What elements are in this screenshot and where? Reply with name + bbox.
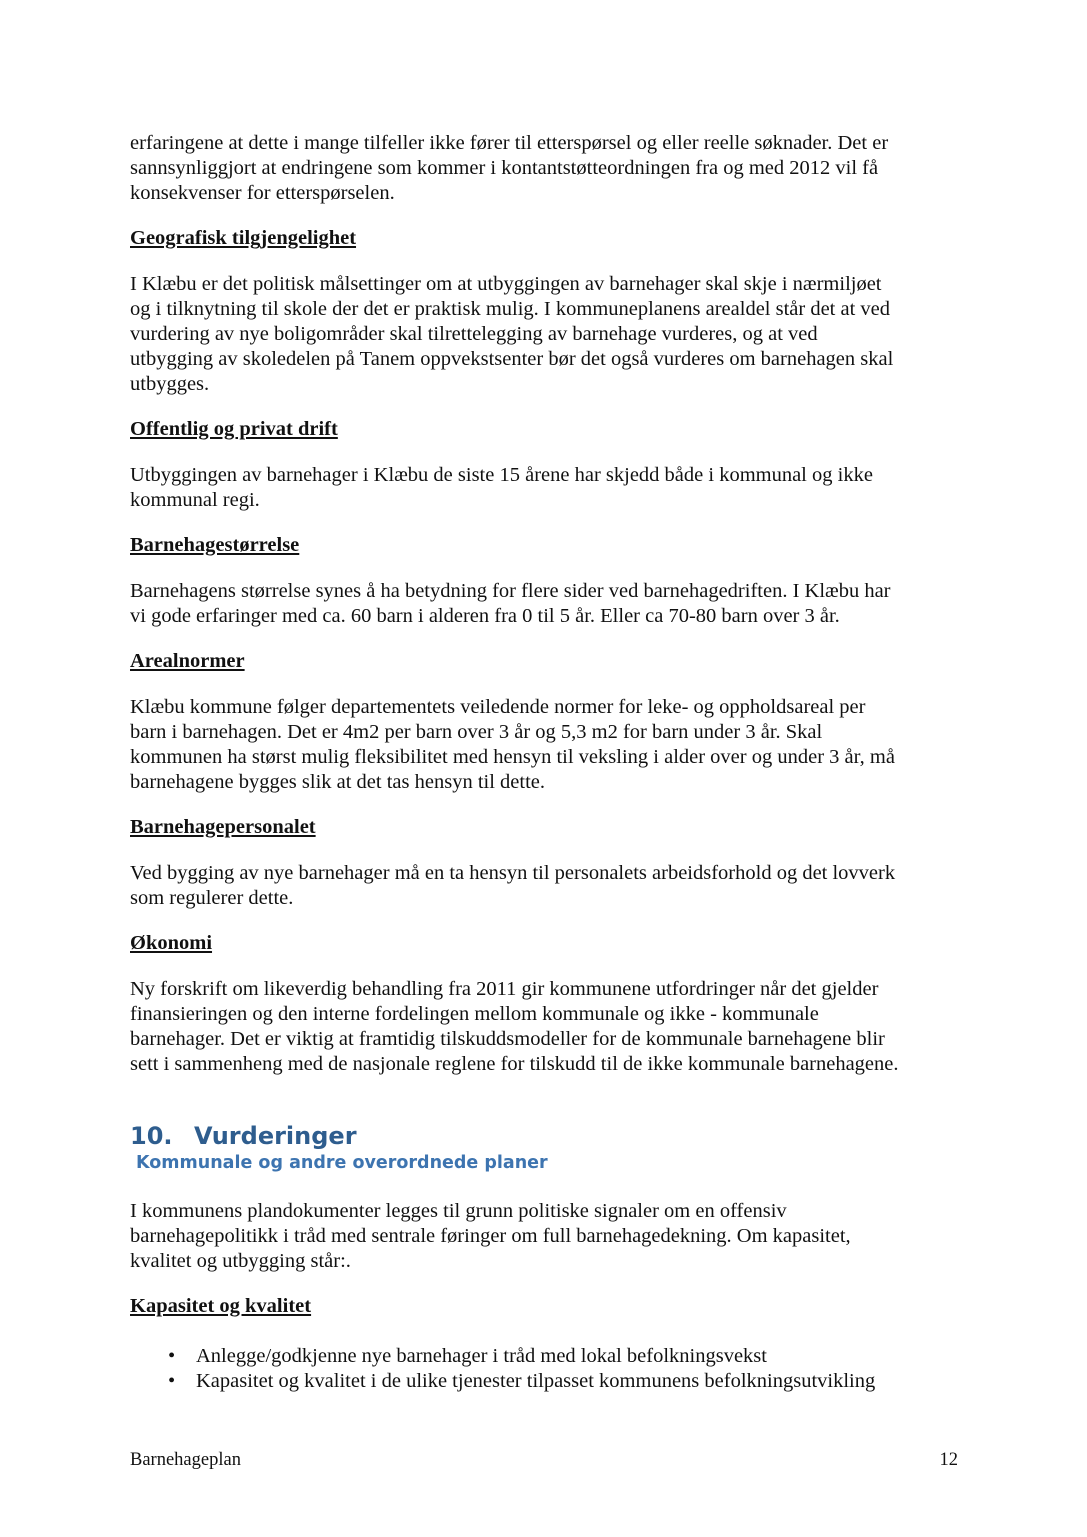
intro-paragraph — [130, 131, 960, 206]
page-footer — [130, 1448, 958, 1472]
chapter-intro-paragraph — [130, 1199, 960, 1274]
paragraph-geografisk-tilgjengelighet — [130, 272, 960, 397]
bullet-icon: • — [168, 1370, 176, 1392]
text-line: Barnehagens størrelse synes å ha betydning for flere sider ved barnehagedriften. I Klæbu har — [130, 580, 891, 602]
text-line: og i tilknytning til skole der det er praktisk mulig. I kommuneplanens arealdel står det at ved — [130, 298, 891, 320]
text-line: sannsynliggjort at endringene som kommer i kontantstøtteordningen fra og med 2012 vil få — [130, 157, 879, 179]
text-line: Utbyggingen av barnehager i Klæbu de siste 15 årene har skjedd både i kommunal og ikke — [130, 464, 873, 486]
text-line: utbygging av skoledelen på Tanem oppvekstsenter bør det også vurderes om barnehagen skal — [130, 348, 894, 370]
heading-offentlig-og-privat-drift: Offentlig og privat drift — [130, 418, 338, 440]
page-number: 12 — [939, 1450, 958, 1470]
text-line: Ved bygging av nye barnehager må en ta hensyn til personalets arbeidsforhold og det lovverk — [130, 862, 896, 884]
bullet-icon: • — [168, 1345, 176, 1367]
heading-barnehagepersonalet: Barnehagepersonalet — [130, 816, 316, 838]
list-item-text: Anlegge/godkjenne nye barnehager i tråd med lokal befolkningsvekst — [196, 1345, 767, 1367]
chapter-title: Vurderinger — [194, 1122, 357, 1150]
heading-kapasitet-og-kvalitet: Kapasitet og kvalitet — [130, 1295, 312, 1317]
footer-doc-title: Barnehageplan — [130, 1450, 241, 1470]
bullet-list — [130, 1344, 960, 1394]
text-line: I Klæbu er det politisk målsettinger om at utbyggingen av barnehager skal skje i nærmiljøet — [130, 273, 882, 295]
text-line: kvalitet og utbygging står:. — [130, 1250, 351, 1272]
text-line: sett i sammenheng med de nasjonale reglene for tilskudd til de ikke kommunale barnehagene. — [130, 1053, 899, 1075]
paragraph-offentlig-og-privat-drift — [130, 463, 960, 513]
text-line: vi gode erfaringer med ca. 60 barn i alderen fra 0 til 5 år. Eller ca 70-80 barn over 3 år. — [130, 605, 840, 627]
text-line: barnehagene bygges slik at det tas hensyn til dette. — [130, 771, 546, 793]
list-item — [130, 1344, 960, 1369]
heading-barnehagestorrelse: Barnehagestørrelse — [130, 534, 300, 556]
text-line: barnehagepolitikk i tråd med sentrale føringer om full barnehagedekning. Om kapasitet, — [130, 1225, 851, 1247]
text-line: barn i barnehagen. Det er 4m2 per barn over 3 år og 5,3 m2 for barn under 3 år. Skal — [130, 721, 823, 743]
paragraph-barnehagepersonalet — [130, 861, 960, 911]
paragraph-arealnormer — [130, 695, 960, 795]
list-item-text: Kapasitet og kvalitet i de ulike tjenester tilpasset kommunens befolkningsutvikling — [196, 1370, 876, 1392]
text-line: Ny forskrift om likeverdig behandling fra 2011 gir kommunene utfordringer når det gjelder — [130, 978, 879, 1000]
text-line: som regulerer dette. — [130, 887, 294, 909]
heading-arealnormer: Arealnormer — [130, 650, 245, 672]
list-item — [130, 1369, 960, 1394]
document-page — [130, 131, 960, 1394]
text-line: utbygges. — [130, 373, 210, 395]
text-line: konsekvenser for etterspørselen. — [130, 182, 395, 204]
text-line: kommunal regi. — [130, 489, 260, 511]
text-line: I kommunens plandokumenter legges til grunn politiske signaler om en offensiv — [130, 1200, 787, 1222]
text-line: Klæbu kommune følger departementets veiledende normer for leke- og oppholdsareal per — [130, 696, 866, 718]
text-line: erfaringene at dette i mange tilfeller ikke fører til etterspørsel og eller reelle søknader. Det er — [130, 132, 889, 154]
text-line: vurdering av nye boligområder skal tilrettelegging av barnehage vurderes, og at ved — [130, 323, 818, 345]
paragraph-barnehagestorrelse — [130, 579, 960, 629]
chapter-number: 10. — [130, 1122, 173, 1150]
heading-okonomi: Økonomi — [130, 932, 213, 954]
paragraph-okonomi — [130, 977, 960, 1077]
text-line: barnehager. Det er viktig at framtidig tilskuddsmodeller for de kommunale barnehagene blir — [130, 1028, 885, 1050]
text-line: kommunen ha størst mulig fleksibilitet med hensyn til veksling i alder over og under 3 år, må — [130, 746, 895, 768]
heading-geografisk-tilgjengelighet: Geografisk tilgjengelighet — [130, 227, 357, 249]
section-heading: Kommunale og andre overordnede planer — [136, 1153, 548, 1173]
chapter-heading — [130, 1121, 960, 1151]
text-line: finansieringen og den interne fordelingen mellom kommunale og ikke - kommunale — [130, 1003, 819, 1025]
